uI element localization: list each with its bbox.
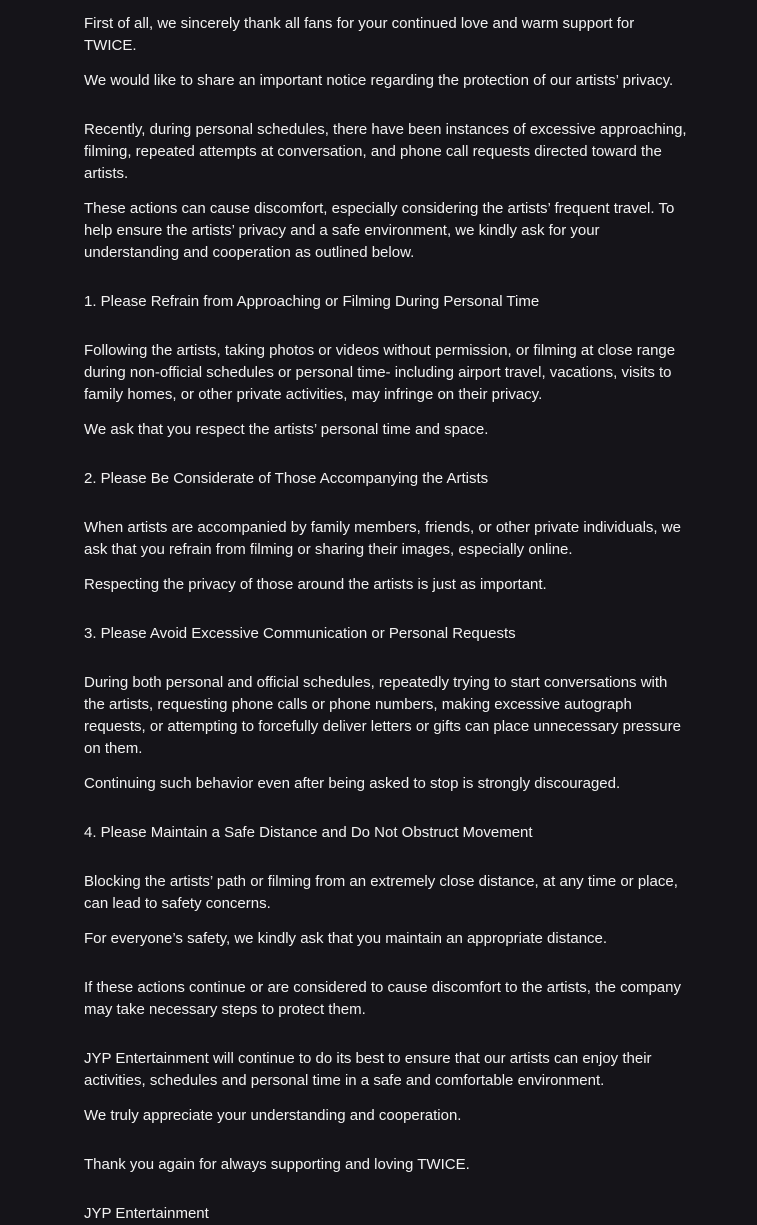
section-3-paragraph: During both personal and official schedules, repeatedly trying to start conversations with the artists, requesting phone calls or phone numbers, making excessive autograph requests, or attempting to forcefully deliver letters or gifts can place unnecessary pressure on them. <box>84 674 681 757</box>
section-1-heading: 1. Please Refrain from Approaching or Filming During Personal Time <box>84 293 540 310</box>
context-incidents: Recently, during personal schedules, there have been instances of excessive approaching, filming, repeated attempts at conversation, and phone call requests directed toward the artists. <box>84 121 687 182</box>
context-request: These actions can cause discomfort, especially considering the artists’ frequent travel. To help ensure the artists’ privacy and a safe environment, we kindly ask for your understanding and cooperation as outlined below. <box>84 200 675 261</box>
section-3-paragraph: Continuing such behavior even after being asked to stop is strongly discouraged. <box>84 775 621 792</box>
closing-appreciation: We truly appreciate your understanding and cooperation. <box>84 1107 462 1124</box>
closing-commitment: JYP Entertainment will continue to do its best to ensure that our artists can enjoy their activities, schedules and personal time in a safe and comfortable environment. <box>84 1050 652 1089</box>
section-3-heading: 3. Please Avoid Excessive Communication or Personal Requests <box>84 625 516 642</box>
intro-thanks: First of all, we sincerely thank all fans for your continued love and warm support for TWICE. <box>84 15 635 54</box>
section-4-paragraph: Blocking the artists’ path or filming from an extremely close distance, at any time or place, can lead to safety concerns. <box>84 873 678 912</box>
section-4-paragraph: For everyone’s safety, we kindly ask that you maintain an appropriate distance. <box>84 930 608 947</box>
signature: JYP Entertainment <box>84 1205 209 1222</box>
thanks-line: Thank you again for always supporting and loving TWICE. <box>84 1156 470 1173</box>
section-2-paragraph: Respecting the privacy of those around the artists is just as important. <box>84 576 547 593</box>
section-2-paragraph: When artists are accompanied by family members, friends, or other private individuals, we ask that you refrain from filming or sharing their images, especially online. <box>84 519 681 558</box>
section-2-heading: 2. Please Be Considerate of Those Accompanying the Artists <box>84 470 489 487</box>
section-1-paragraph: Following the artists, taking photos or videos without permission, or filming at close range during non-official schedules or personal time- including airport travel, vacations, visits to family homes, or other private activities, may infringe on their privacy. <box>84 342 676 403</box>
intro-purpose: We would like to share an important notice regarding the protection of our artists’ privacy. <box>84 72 674 89</box>
section-1-paragraph: We ask that you respect the artists’ personal time and space. <box>84 421 489 438</box>
section-4-heading: 4. Please Maintain a Safe Distance and Do Not Obstruct Movement <box>84 824 533 841</box>
warning-paragraph: If these actions continue or are considered to cause discomfort to the artists, the company may take necessary steps to protect them. <box>84 979 681 1018</box>
